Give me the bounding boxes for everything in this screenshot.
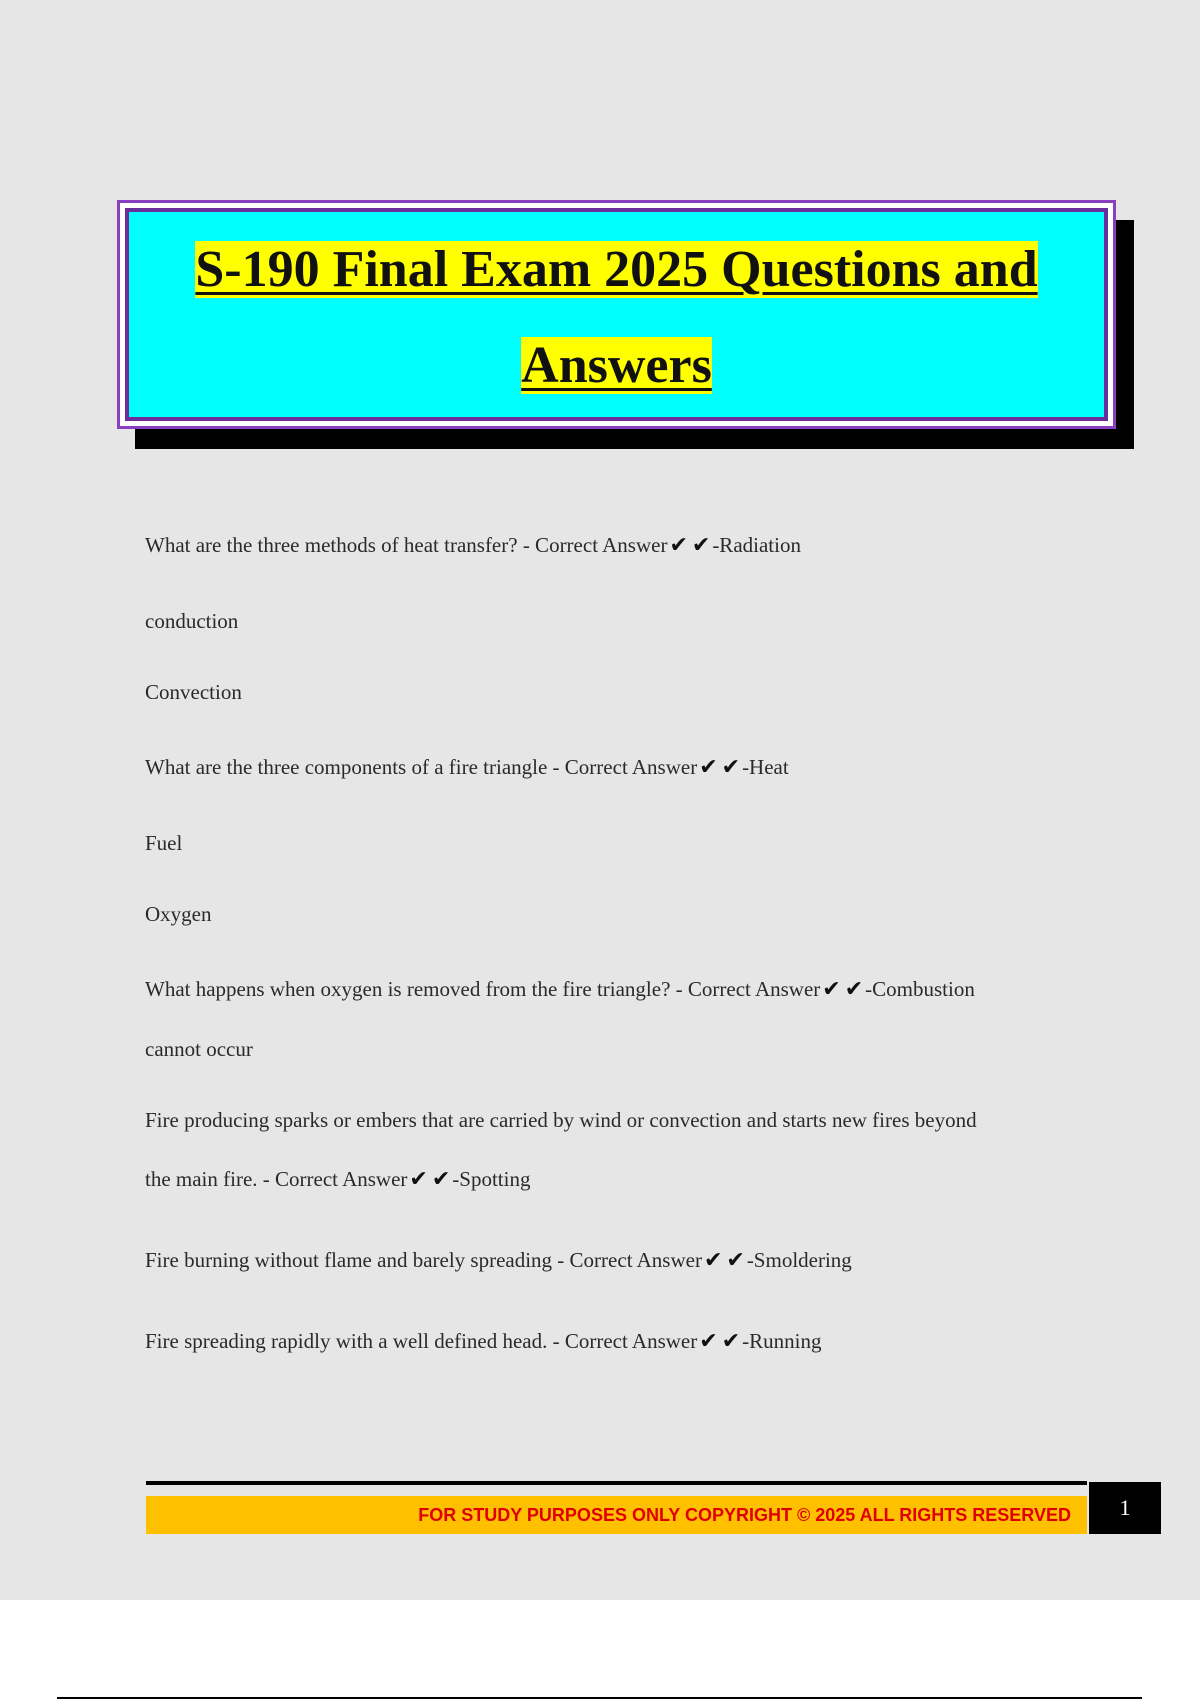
answer-text: -Radiation (712, 533, 801, 557)
page-number: 1 (1089, 1482, 1161, 1534)
question-text: Fire spreading rapidly with a well defined head. - Correct Answer (145, 1329, 698, 1353)
title-box (117, 200, 1116, 429)
answer-line: Fuel (145, 831, 183, 855)
answer-text: -Heat (742, 755, 789, 779)
check-icon: ✔ (721, 755, 741, 780)
check-icon: ✔ (699, 1329, 718, 1354)
check-icon: ✔ (699, 755, 718, 780)
check-icon: ✔ (726, 1248, 745, 1273)
title-line-2: Answers (521, 337, 712, 394)
title-box-inner (125, 208, 1108, 421)
check-icon: ✔ (431, 1167, 451, 1192)
answer-line: Convection (145, 680, 242, 704)
answer-text: -Smoldering (746, 1248, 852, 1272)
qa-line (145, 755, 789, 780)
document-title (129, 222, 1104, 414)
check-icon: ✔ (822, 977, 841, 1002)
title-line-1: S-190 Final Exam 2025 Questions and (195, 241, 1038, 298)
qa-line (145, 533, 801, 558)
question-text: What are the three methods of heat transfer? - Correct Answer (145, 533, 668, 557)
check-icon: ✔ (721, 1329, 741, 1354)
page-bottom-divider (57, 1697, 1142, 1699)
question-line: Fire producing sparks or embers that are carried by wind or convection and starts new fires beyond (145, 1108, 977, 1132)
check-icon: ✔ (844, 977, 864, 1002)
copyright-notice: FOR STUDY PURPOSES ONLY COPYRIGHT © 2025 ALL RIGHTS RESERVED (418, 1505, 1071, 1525)
answer-line: conduction (145, 609, 239, 633)
answer-line: Oxygen (145, 902, 212, 926)
qa-line (145, 1248, 852, 1273)
footer-band (146, 1496, 1087, 1534)
answer-text: -Running (742, 1329, 822, 1353)
check-icon: ✔ (703, 1248, 723, 1273)
answer-text: -Spotting (452, 1167, 531, 1191)
question-text: What are the three components of a fire triangle - Correct Answer (145, 755, 698, 779)
check-icon: ✔ (669, 533, 688, 558)
question-text: Fire burning without flame and barely spreading - Correct Answer (145, 1248, 702, 1272)
qa-line (145, 1167, 530, 1192)
answer-text: -Combustion (865, 977, 975, 1001)
question-text: What happens when oxygen is removed from the fire triangle? - Correct Answer (145, 977, 821, 1001)
question-text: the main fire. - Correct Answer (145, 1167, 408, 1191)
footer-divider (146, 1481, 1087, 1485)
check-icon: ✔ (409, 1167, 428, 1192)
answer-line: cannot occur (145, 1037, 253, 1061)
qa-line (145, 977, 975, 1002)
check-icon: ✔ (691, 533, 711, 558)
qa-line (145, 1329, 821, 1354)
